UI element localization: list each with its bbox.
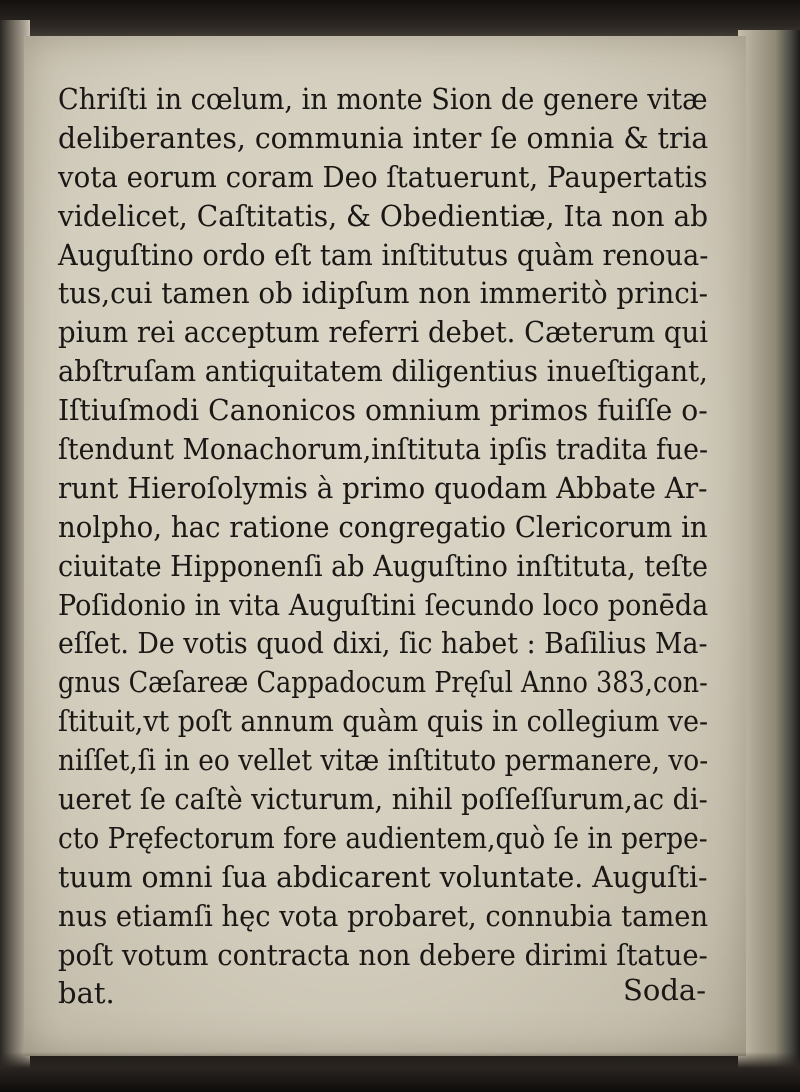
text-line: runt Hieroſolymis à primo quodam Abbate Ar- [58,470,708,505]
text-line: ſtituit,vt poſt annum quàm quis in collegium ve- [58,704,709,739]
text-line: ſtendunt Monachorum,inſtituta ipſis tradita fue- [58,432,709,467]
text-line: ciuitate Hipponenſi ab Auguſtino inſtituta, teſte [58,548,708,583]
text-line: poſt votum contracta non debere dirimi ſtatue- [58,937,708,972]
text-line: vota eorum coram Deo ſtatuerunt, Paupertatis [58,159,708,194]
text-line: gnus Cæſareæ Cappadocum Pręſul Anno 383,con- [58,665,708,700]
text-line: videlicet, Caſtitatis, & Obedientiæ, Ita non ab [58,198,709,233]
text-line: nus etiamſi hęc vota probaret, connubia tamen [58,898,709,933]
text-line: Auguſtino ordo eſt tam inſtitutus quàm renoua- [58,237,709,272]
catchword: Soda- [623,973,706,1007]
text-line: deliberantes, communia inter ſe omnia & tria [58,120,709,155]
text-line: bat. [58,976,115,1011]
text-line: eſſet. De votis quod dixi, ſic habet : Baſilius Ma- [58,626,708,661]
text-line: pium rei acceptum referri debet. Cæterum qui [58,315,709,350]
text-line: Poſidonio in vita Auguſtini ſecundo loco ponēda [58,587,709,622]
text-line: cto Pręfectorum fore audientem,quò ſe in perpe- [58,820,708,855]
text-line: tus,cui tamen ob idipſum non immeritò princi- [58,276,709,311]
page-footer [58,970,708,1010]
text-line: Chriſti in cœlum, in monte Sion de genere vitæ [58,82,708,116]
text-line: Iſtiuſmodi Canonicos omnium primos fuiſſe o- [58,393,708,428]
text-line: nolpho, hac ratione congregatio Clericorum in [58,509,708,544]
text-line: ueret ſe caſtè victurum, nihil poſſeſſurum,ac di- [58,782,708,817]
right-page-stack [738,30,800,1070]
body-text [58,80,708,1013]
text-line: niſſet,ſi in eo vellet vitæ inſtituto permanere, vo- [58,743,709,778]
text-line: tuum omni ſua abdicarent voluntate. Auguſti- [58,859,708,894]
bottom-binding-shadow [0,1052,800,1092]
text-line: abſtruſam antiquitatem diligentius inueſtigant, [58,354,708,389]
